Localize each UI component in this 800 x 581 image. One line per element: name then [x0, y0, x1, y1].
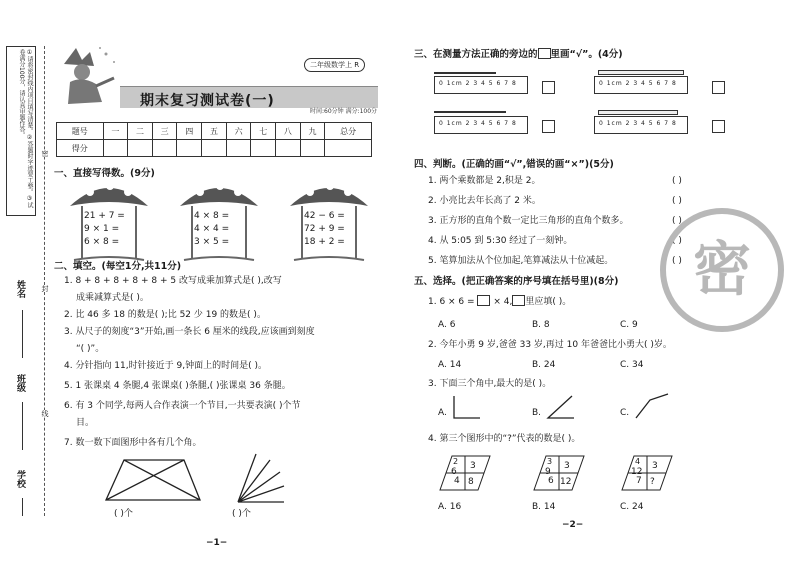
school-field-line[interactable] — [22, 498, 23, 516]
judge-item-4: 4. 从 5:05 到 5:30 经过了一刻钟。 — [428, 236, 573, 246]
inline-answer-box[interactable] — [477, 295, 490, 306]
choice-q2-option-b[interactable]: B. 24 — [532, 360, 556, 370]
fill-question-2: 2. 比 46 多 18 的数是( );比 52 少 19 的数是( )。 — [64, 310, 266, 320]
choice-q3-option-b[interactable]: B. — [532, 408, 542, 418]
section-5-title: 五、选择。(把正确答案的序号填在括号里)(8分) — [414, 276, 619, 287]
fill-question-1a: 1. 8 + 8 + 8 + 8 + 8 + 5 改写成乘加算式是( ),改写 — [64, 276, 282, 286]
diamond-shape-icon — [532, 454, 586, 492]
score-header-cell: 三 — [152, 123, 177, 140]
cut-line — [44, 46, 45, 516]
choice-q2-option-a[interactable]: A. 14 — [438, 360, 462, 370]
grade-badge: 二年级数学上 R — [304, 58, 365, 72]
measure-check-box-3[interactable] — [542, 120, 555, 133]
diamond-figure-1 — [438, 454, 492, 492]
choice-question-1 — [428, 295, 571, 309]
choice-q1-option-a[interactable]: A. 6 — [438, 320, 456, 330]
equation: 3 × 5 = — [194, 237, 230, 247]
judge-answer-1[interactable]: ( ) — [672, 176, 682, 186]
measured-pencil — [598, 70, 684, 75]
measure-check-box-4[interactable] — [712, 120, 725, 133]
diamond-number: 8 — [468, 477, 474, 487]
diamond-figure-3 — [620, 454, 674, 492]
mushroom-equations — [194, 210, 229, 249]
choice-q4-option-b[interactable]: B. 14 — [532, 502, 556, 512]
choice-q1-option-c[interactable]: C. 9 — [620, 320, 638, 330]
mushroom-equations — [84, 210, 125, 249]
fill-question-1b: 成乘减算式是( )。 — [76, 293, 149, 303]
score-input-cell[interactable] — [276, 140, 301, 157]
measured-pencil — [598, 110, 678, 115]
judge-item-3: 3. 正方形的直角个数一定比三角形的直角个数多。 — [428, 216, 629, 226]
choice-q3-option-a[interactable]: A. — [438, 408, 447, 418]
choice-question-2: 2. 今年小勇 9 岁,爸爸 33 岁,再过 10 年爸爸比小勇大( )岁。 — [428, 340, 672, 350]
ruler-scale: 0 1cm 2 3 4 5 6 7 8 — [599, 80, 677, 87]
equation: 6 × 8 = — [84, 237, 120, 247]
diamond-shape-icon — [438, 454, 492, 492]
mushroom-equations — [304, 210, 345, 249]
score-input-cell[interactable] — [300, 140, 325, 157]
diamond-number: 12 — [631, 467, 643, 477]
diamond-number: 6 — [451, 467, 457, 477]
judge-answer-5[interactable]: ( ) — [672, 256, 682, 266]
section-4-title: 四、判断。(正确的画“√”,错误的画“×”)(5分) — [414, 159, 614, 170]
judge-answer-2[interactable]: ( ) — [672, 196, 682, 206]
exam-meta: 时间:60分钟 满分:100分 — [310, 108, 378, 115]
diamond-number: 4 — [454, 476, 460, 486]
fill-question-7: 7. 数一数下面图形中各有几个角。 — [64, 438, 202, 448]
page-number-1: −1− — [206, 538, 228, 548]
choice-q4-option-c[interactable]: C. 24 — [620, 502, 644, 512]
score-input-cell[interactable] — [251, 140, 276, 157]
equation: 4 × 8 = — [194, 211, 230, 221]
score-header-cell: 题号 — [57, 123, 104, 140]
diamond-number: 3 — [564, 461, 570, 471]
equation: 4 × 4 = — [194, 224, 230, 234]
score-header-cell: 六 — [226, 123, 251, 140]
ruler — [434, 116, 528, 134]
score-row-label: 得分 — [57, 140, 104, 157]
choice-q2-option-c[interactable]: C. 34 — [620, 360, 644, 370]
diamond-number: 4 — [635, 457, 641, 466]
ruler — [594, 116, 688, 134]
equation: 9 × 1 = — [84, 224, 120, 234]
diamond-shape-icon — [620, 454, 674, 492]
measured-pencil — [434, 111, 506, 113]
fill-question-3a: 3. 从尺子的刻度“3”开始,画一条长 6 厘米的线段,应该画到刻度 — [64, 327, 315, 337]
measured-pencil — [434, 72, 496, 74]
score-input-cell[interactable] — [103, 140, 128, 157]
judge-item-2: 2. 小亮比去年长高了 2 米。 — [428, 196, 541, 206]
diamond-number: 9 — [545, 467, 551, 477]
score-input-cell[interactable] — [325, 140, 372, 157]
score-input-cell[interactable] — [226, 140, 251, 157]
mushroom-card-2 — [176, 176, 262, 262]
choice-q1-tail: 里应填( )。 — [525, 297, 572, 307]
class-field-line[interactable] — [22, 402, 23, 450]
section-3-title-head: 三、在测量方法正确的旁边的 — [414, 49, 538, 60]
choice-q1-option-b[interactable]: B. 8 — [532, 320, 550, 330]
score-header-cell: 二 — [128, 123, 153, 140]
diamond-number: 3 — [652, 461, 658, 471]
score-header-cell: 四 — [177, 123, 202, 140]
diamond-number: 3 — [547, 457, 553, 466]
equation: 18 + 2 = — [304, 237, 345, 247]
score-table-header-row — [57, 123, 372, 140]
trapezoid-figure-icon — [104, 456, 202, 504]
diamond-figure-2 — [532, 454, 586, 492]
fill-question-6a: 6. 有 3 个同学,每两人合作表演一个节目,一共要表演( )个节 — [64, 401, 301, 411]
choice-question-4: 4. 第三个图形中的“?”代表的数是( )。 — [428, 434, 581, 444]
diamond-number: 2 — [453, 457, 459, 466]
mushroom-card-1 — [66, 176, 152, 262]
choice-question-3: 3. 下面三个角中,最大的是( )。 — [428, 379, 552, 389]
choice-q3-option-c[interactable]: C. — [620, 408, 630, 418]
seal-line-label-3: 线 — [41, 410, 49, 417]
seal-line-label-2: 封 — [41, 285, 49, 292]
score-input-cell[interactable] — [177, 140, 202, 157]
diamond-number: ? — [650, 477, 655, 487]
cartoon-character-icon — [56, 44, 120, 110]
right-angle-icon — [452, 394, 482, 420]
fill-question-5: 5. 1 张课桌 4 条腿,4 张课桌( )条腿,( )张课桌 36 条腿。 — [64, 381, 291, 391]
judge-answer-4[interactable]: ( ) — [672, 236, 682, 246]
score-input-cell[interactable] — [128, 140, 153, 157]
choice-q1-prefix: 1. 6 × 6 = — [428, 297, 475, 307]
section-1-title: 一、直接写得数。(9分) — [54, 168, 155, 179]
score-header-cell: 八 — [276, 123, 301, 140]
name-field-label: 姓名 — [15, 280, 25, 298]
section-3-title — [414, 46, 623, 60]
score-header-cell: 七 — [251, 123, 276, 140]
section-2-title: 二、填空。(每空1分,共11分) — [54, 261, 182, 272]
acute-angle-icon — [546, 394, 576, 420]
equation: 72 + 9 = — [304, 224, 345, 234]
fan-angles-figure-icon — [236, 452, 286, 506]
equation: 42 − 6 = — [304, 211, 345, 221]
margin-instructions: ①请将密封线内项目填写清楚。②答题时字迹要工整。③试卷满分100分，请认真审题作答。 — [6, 46, 36, 216]
ruler — [434, 76, 528, 94]
fill-question-4: 4. 分针指向 11,时针接近于 9,钟面上的时间是( )。 — [64, 361, 267, 371]
score-header-cell: 一 — [103, 123, 128, 140]
school-field-label: 学校 — [15, 470, 25, 488]
score-input-cell[interactable] — [202, 140, 227, 157]
score-table — [56, 122, 372, 157]
page-number-2: −2− — [562, 520, 584, 530]
ruler — [594, 76, 688, 94]
seal-line-label-1: 密 — [41, 150, 49, 157]
obtuse-angle-icon — [634, 392, 670, 420]
ruler-scale: 0 1cm 2 3 4 5 6 7 8 — [599, 120, 677, 127]
confidential-seal: 密 — [660, 208, 784, 332]
score-input-cell[interactable] — [152, 140, 177, 157]
choice-q1-mid: × 4, — [493, 297, 513, 307]
judge-item-1: 1. 两个乘数都是 2,积是 2。 — [428, 176, 541, 186]
diamond-number: 7 — [636, 476, 642, 486]
name-field-line[interactable] — [22, 310, 23, 358]
score-table-score-row — [57, 140, 372, 157]
fill-question-6b: 目。 — [76, 418, 95, 428]
score-header-cell: 总分 — [325, 123, 372, 140]
mushroom-card-3 — [286, 176, 372, 262]
inline-answer-box — [538, 48, 551, 59]
angle-count-answer-1: ( )个 — [114, 509, 133, 519]
inline-answer-box[interactable] — [512, 295, 525, 306]
section-3-title-tail: 里画“√”。(4分) — [550, 49, 623, 60]
choice-q4-option-a[interactable]: A. 16 — [438, 502, 462, 512]
fill-question-3b: “( )”。 — [76, 344, 105, 354]
score-header-cell: 五 — [202, 123, 227, 140]
diamond-number: 12 — [560, 477, 572, 487]
title-banner — [56, 40, 386, 114]
ruler-scale: 0 1cm 2 3 4 5 6 7 8 — [439, 80, 517, 87]
judge-item-5: 5. 笔算加法从个位加起,笔算减法从十位减起。 — [428, 256, 614, 266]
left-page — [54, 40, 386, 548]
measure-check-box-1[interactable] — [542, 81, 555, 94]
exam-title: 期末复习测试卷(一) — [140, 93, 275, 109]
judge-answer-3[interactable]: ( ) — [672, 216, 682, 226]
diamond-number: 6 — [548, 476, 554, 486]
ruler-scale: 0 1cm 2 3 4 5 6 7 8 — [439, 120, 517, 127]
angle-count-answer-2: ( )个 — [232, 509, 251, 519]
equation: 21 + 7 = — [84, 211, 125, 221]
score-header-cell: 九 — [300, 123, 325, 140]
diamond-number: 3 — [470, 461, 476, 471]
measure-check-box-2[interactable] — [712, 81, 725, 94]
class-field-label: 班级 — [15, 374, 25, 392]
